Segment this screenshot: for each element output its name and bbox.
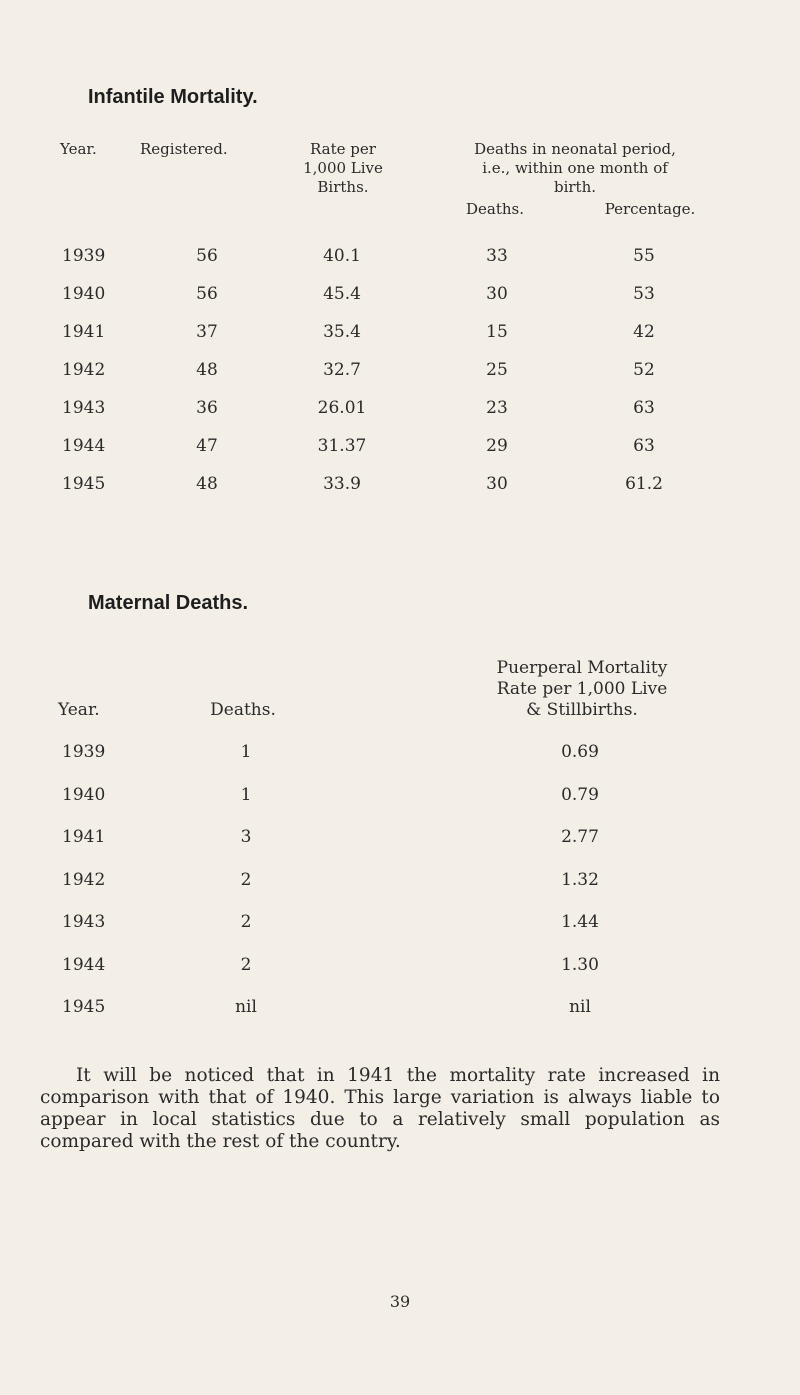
maternal-cell-year: 1945 bbox=[62, 997, 106, 1017]
infantile-header-registered: Registered. bbox=[140, 140, 228, 158]
infantile-cell-rate: 40.1 bbox=[323, 246, 361, 266]
infantile-cell-year: 1940 bbox=[62, 284, 106, 304]
maternal-header-year: Year. bbox=[58, 700, 100, 720]
infantile-mortality-title: Infantile Mortality. bbox=[88, 86, 258, 108]
maternal-cell-year: 1944 bbox=[62, 954, 106, 975]
maternal-cell-deaths: 3 bbox=[240, 827, 252, 847]
infantile-cell-deaths: 30 bbox=[486, 474, 508, 494]
maternal-deaths-title: Maternal Deaths. bbox=[88, 592, 249, 614]
infantile-cell-year: 1941 bbox=[62, 322, 106, 342]
infantile-cell-deaths: 15 bbox=[486, 322, 508, 342]
infantile-header-deaths: Deaths. bbox=[465, 200, 525, 218]
infantile-cell-percentage: 42 bbox=[633, 322, 655, 342]
infantile-cell-year: 1944 bbox=[62, 436, 106, 456]
infantile-cell-rate: 26.01 bbox=[317, 398, 367, 418]
infantile-header-neonatal bbox=[474, 140, 676, 197]
infantile-header-year: Year. bbox=[60, 140, 97, 158]
maternal-header-rate bbox=[497, 658, 668, 721]
maternal-cell-rate: nil bbox=[569, 997, 591, 1017]
infantile-cell-percentage: 53 bbox=[633, 284, 655, 304]
maternal-cell-deaths: 2 bbox=[240, 869, 252, 890]
maternal-cell-year: 1942 bbox=[62, 869, 106, 890]
maternal-cell-rate: 1.30 bbox=[561, 954, 599, 975]
infantile-cell-percentage: 61.2 bbox=[625, 474, 663, 494]
neonatal-header-line: birth. bbox=[553, 178, 597, 196]
maternal-header-deaths: Deaths. bbox=[210, 700, 276, 720]
infantile-cell-deaths: 30 bbox=[486, 284, 508, 304]
infantile-cell-year: 1939 bbox=[62, 246, 106, 266]
maternal-cell-year: 1943 bbox=[62, 912, 106, 932]
page-number: 39 bbox=[389, 1292, 411, 1311]
maternal-rate-header-line: & Stillbirths. bbox=[526, 700, 638, 720]
note-paragraph: It will be noticed that in 1941 the mortality rate increased in comparison with that of 1940. This large variation is always liable to appear in local statistics due to a relatively small population as compared with the rest of the country. bbox=[40, 1065, 720, 1152]
maternal-cell-rate: 1.44 bbox=[561, 912, 599, 932]
rate-header-line: Rate per bbox=[310, 140, 376, 158]
maternal-cell-year: 1939 bbox=[62, 742, 106, 762]
maternal-cell-deaths: nil bbox=[235, 997, 257, 1017]
rate-header-line: Births. bbox=[317, 178, 369, 196]
maternal-cell-rate: 2.77 bbox=[561, 827, 599, 847]
infantile-cell-rate: 32.7 bbox=[323, 360, 361, 380]
infantile-cell-registered: 36 bbox=[196, 398, 218, 418]
infantile-cell-deaths: 29 bbox=[486, 436, 508, 456]
infantile-cell-year: 1945 bbox=[62, 474, 106, 494]
infantile-cell-registered: 47 bbox=[196, 436, 218, 456]
infantile-cell-deaths: 33 bbox=[486, 246, 508, 266]
maternal-cell-deaths: 2 bbox=[240, 954, 252, 975]
maternal-cell-rate: 0.69 bbox=[561, 742, 599, 762]
maternal-rate-header-line: Rate per 1,000 Live bbox=[496, 679, 668, 699]
maternal-cell-year: 1940 bbox=[62, 784, 106, 805]
infantile-cell-registered: 56 bbox=[196, 284, 218, 304]
rate-header-line: 1,000 Live bbox=[303, 159, 383, 177]
maternal-cell-rate: 0.79 bbox=[561, 784, 599, 805]
maternal-cell-deaths: 1 bbox=[240, 784, 252, 805]
infantile-cell-registered: 48 bbox=[196, 360, 218, 380]
infantile-cell-percentage: 55 bbox=[633, 246, 655, 266]
maternal-rate-header-line: Puerperal Mortality bbox=[496, 658, 668, 678]
infantile-header-percentage: Percentage. bbox=[604, 200, 696, 218]
maternal-cell-deaths: 1 bbox=[240, 742, 252, 762]
infantile-cell-year: 1943 bbox=[62, 398, 106, 418]
infantile-header-rate bbox=[303, 140, 383, 197]
infantile-cell-registered: 37 bbox=[196, 322, 218, 342]
infantile-cell-rate: 31.37 bbox=[317, 436, 367, 456]
infantile-cell-registered: 48 bbox=[196, 474, 218, 494]
maternal-cell-year: 1941 bbox=[62, 827, 106, 847]
infantile-cell-deaths: 25 bbox=[486, 360, 508, 380]
infantile-cell-rate: 45.4 bbox=[323, 284, 361, 304]
infantile-cell-registered: 56 bbox=[196, 246, 218, 266]
infantile-cell-percentage: 63 bbox=[633, 436, 655, 456]
infantile-cell-rate: 35.4 bbox=[323, 322, 361, 342]
maternal-cell-deaths: 2 bbox=[240, 912, 252, 932]
maternal-cell-rate: 1.32 bbox=[561, 869, 599, 890]
infantile-cell-rate: 33.9 bbox=[323, 474, 361, 494]
infantile-cell-percentage: 52 bbox=[633, 360, 655, 380]
infantile-cell-percentage: 63 bbox=[633, 398, 655, 418]
neonatal-header-line: Deaths in neonatal period, bbox=[474, 140, 676, 158]
infantile-cell-deaths: 23 bbox=[486, 398, 508, 418]
neonatal-header-line: i.e., within one month of bbox=[482, 159, 668, 177]
infantile-cell-year: 1942 bbox=[62, 360, 106, 380]
